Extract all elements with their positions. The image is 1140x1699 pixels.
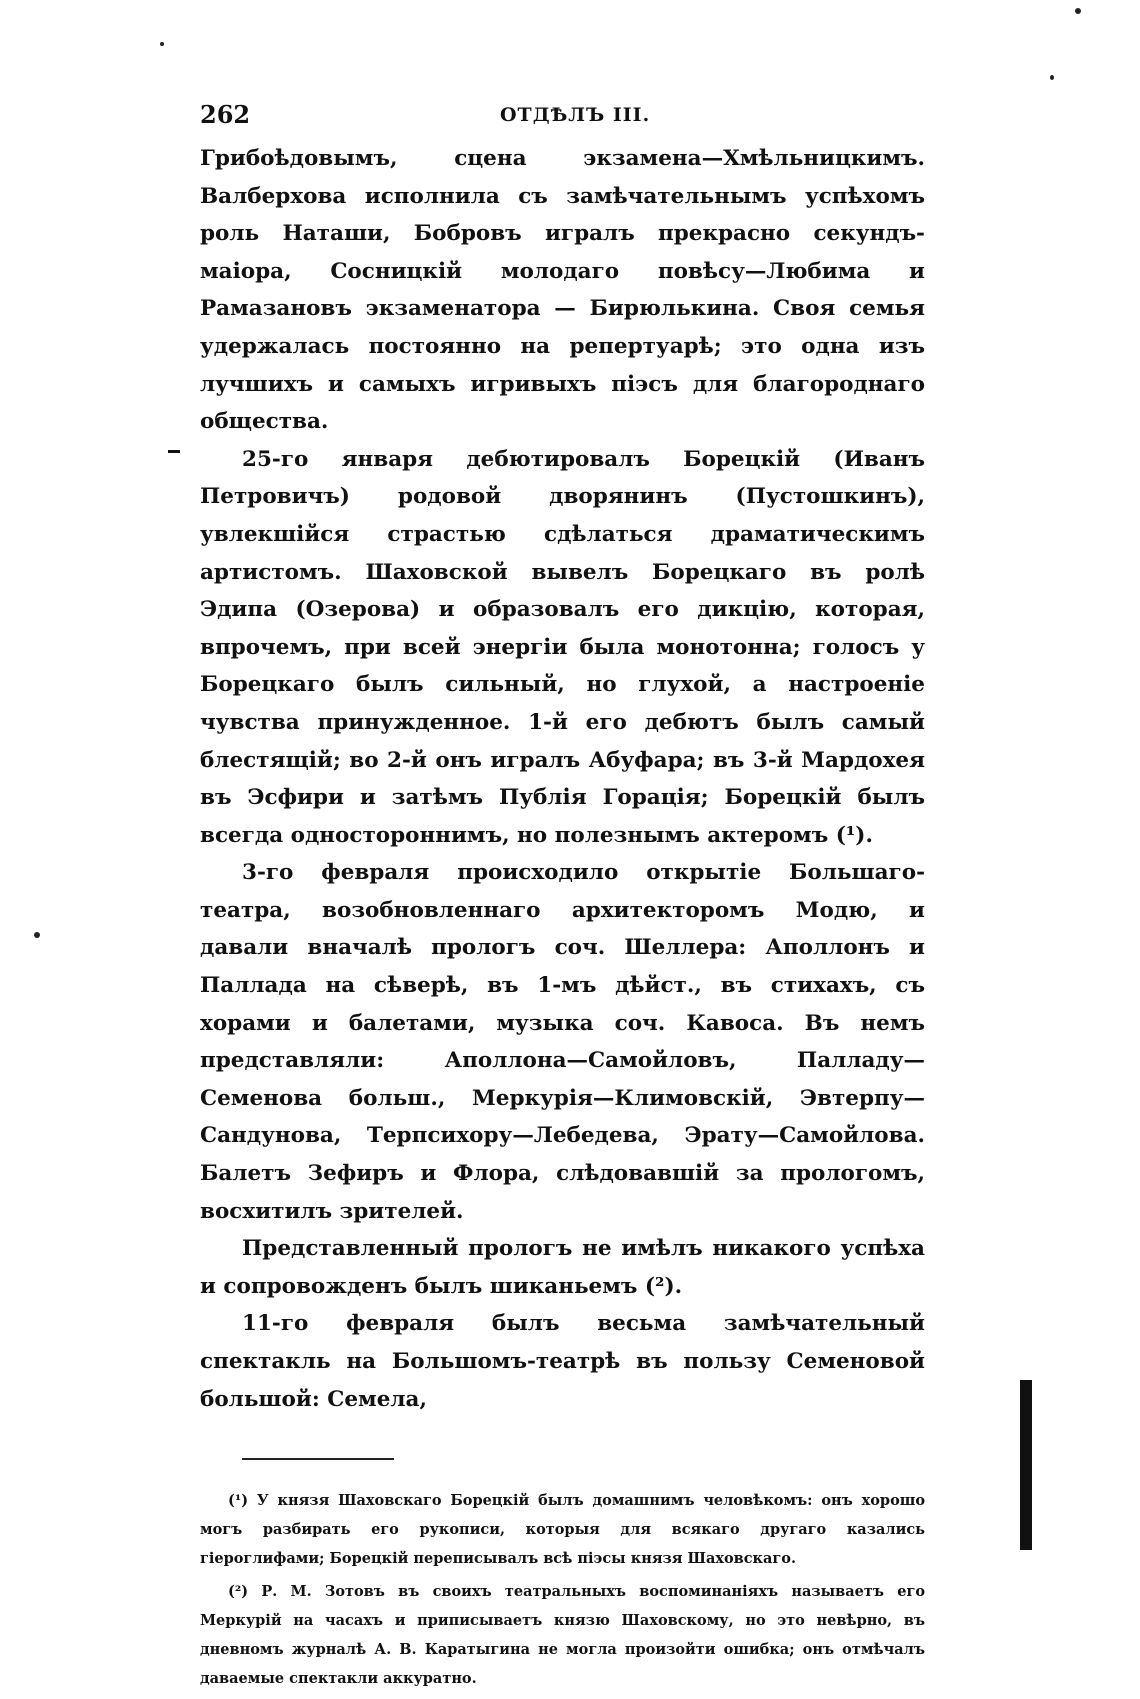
scan-edge-bar <box>1020 1380 1032 1550</box>
footnote-separator <box>242 1458 394 1460</box>
scan-speck <box>1075 8 1081 14</box>
footnote-2: (²) Р. М. Зотовъ въ своихъ театральныхъ воспоминаніяхъ называетъ его Меркурій на часахъ и приписываетъ князю Шаховскому, но это невѣрно, въ дневномъ журналѣ А. В. Каратыгина не могла произойти ошибка; онъ отмѣчалъ даваемые спектакли аккуратно. <box>200 1583 925 1688</box>
running-head: ОТДѢЛЪ III. <box>500 104 651 126</box>
scan-speck <box>160 42 164 46</box>
book-page <box>200 96 925 1697</box>
body-text <box>200 140 925 1418</box>
page-number: 262 <box>200 100 251 129</box>
footnote-1: (¹) У князя Шаховскаго Борецкій былъ домашнимъ человѣкомъ: онъ хорошо могъ разбирать его рукописи, которыя для всякаго другаго казались гіероглифами; Борецкій переписывалъ всѣ піэсы князя Шаховскаго. <box>200 1492 925 1568</box>
scan-speck <box>1050 75 1054 80</box>
paragraph-5: 11-го февраля былъ весьма замѣчательный спектакль на Большомъ-театрѣ въ пользу Семеновой большой: Семела, <box>200 1311 925 1412</box>
paragraph-3: 3-го февраля происходило открытіе Большаго-театра, возобновленнаго архитекторомъ Модю, и давали вначалѣ прологъ соч. Шеллера: Аполлонъ и Паллада на сѣверѣ, въ 1-мъ дѣйст., въ стихахъ, съ хорами и балетами, музыка соч. Кавоса. Въ немъ представляли: Аполлона—Самойловъ, Палладу—Семенова больш., Меркурія—Климовскій, Эвтерпу—Сандунова, Терпсихору—Лебедева, Эрату—Самойлова. Балетъ Зефиръ и Флора, слѣдовавшій за прологомъ, восхитилъ зрителей. <box>200 860 925 1224</box>
scan-mark <box>168 450 180 453</box>
paragraph-1: Грибоѣдовымъ, сцена экзамена—Хмѣльницкимъ. Валберхова исполнила съ замѣчательнымъ успѣхомъ роль Наташи, Бобровъ игралъ прекрасно секундъ-маіора, Сосницкій молодаго повѣсу—Любима и Рамазановъ экзаменатора — Бирюлькина. Своя семья удержалась постоянно на репертуарѣ; это одна изъ лучшихъ и самыхъ игривыхъ піэсъ для благороднаго общества. <box>200 146 925 435</box>
scan-speck <box>34 932 40 938</box>
page-header <box>200 96 925 140</box>
footnotes <box>200 1486 925 1693</box>
paragraph-2: 25-го января дебютировалъ Борецкій (Иванъ Петровичъ) родовой дворянинъ (Пустошкинъ), увлекшійся страстью сдѣлаться драматическимъ артистомъ. Шаховской вывелъ Борецкаго въ ролѣ Эдипа (Озерова) и образовалъ его дикцію, которая, впрочемъ, при всей энергіи была монотонна; голосъ у Борецкаго былъ сильный, но глухой, а настроеніе чувства принужденное. 1-й его дебютъ былъ самый блестящій; во 2-й онъ игралъ Абуфара; въ 3-й Мардохея въ Эсфири и затѣмъ Публія Горація; Борецкій былъ всегда одностороннимъ, но полезнымъ актеромъ (¹). <box>200 446 925 848</box>
paragraph-4: Представленный прологъ не имѣлъ никакого успѣха и сопровожденъ былъ шиканьемъ (²). <box>200 1236 925 1299</box>
